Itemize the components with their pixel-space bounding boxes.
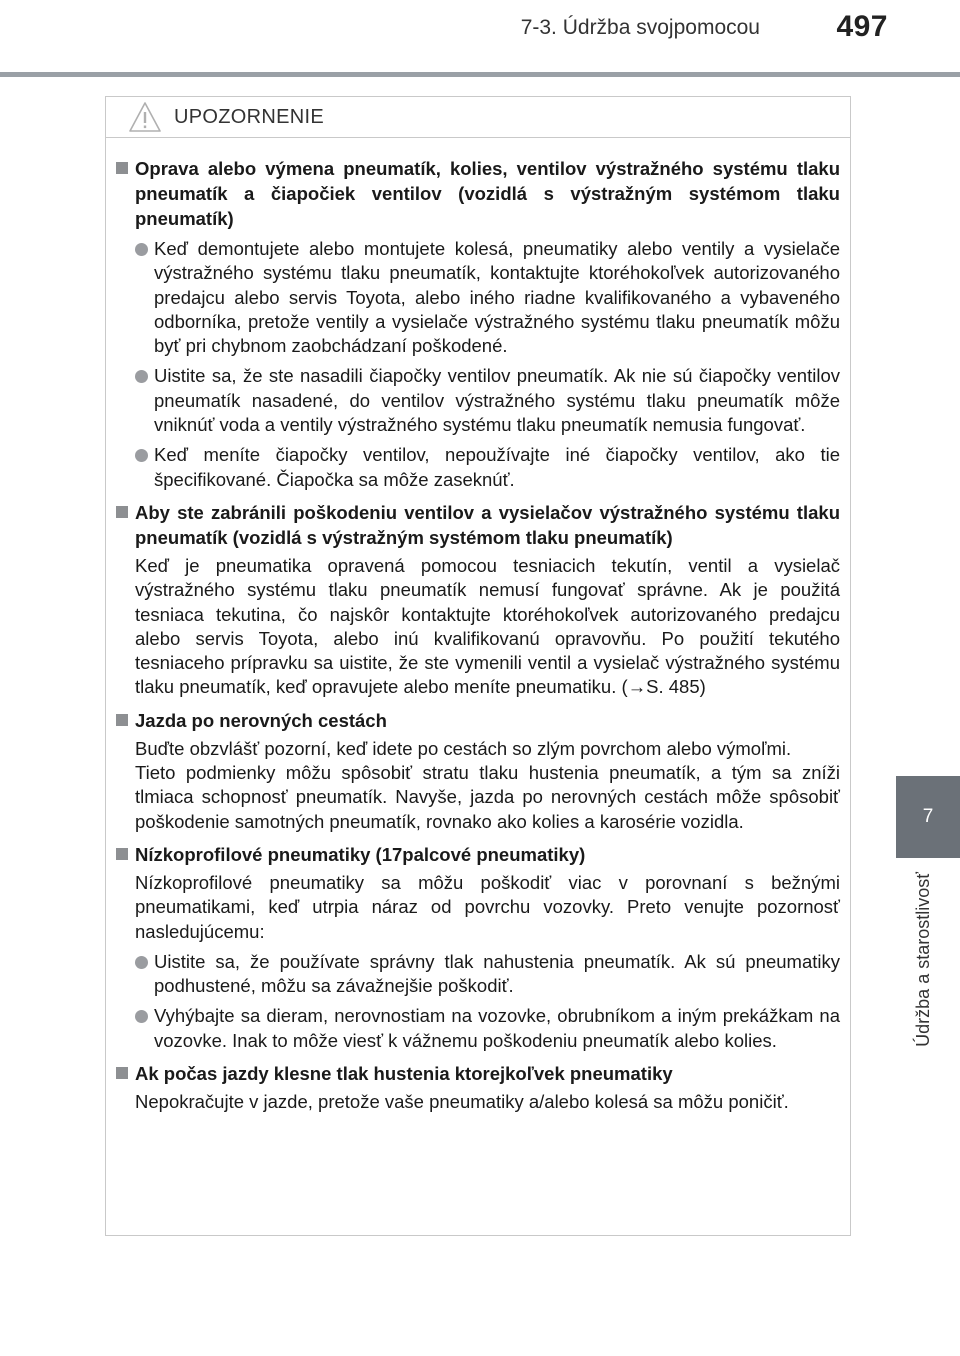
section-text: Buďte obzvlášť pozorní, keď idete po cestách so zlým povrchom alebo výmoľmi. Tieto podmienky môžu spôsobiť stratu tlaku hustenia pneumatík, a tým sa zníži tlmiaca schopnosť pneumatík. Navyše, jazda po nerovných cestách môže spôsobiť poškodenie samotných pneumatík, rovnako ako kolies a karosérie vozidla. (135, 737, 840, 832)
section-heading: Nízkoprofilové pneumatiky (17palcové pneumatiky) (114, 842, 840, 867)
square-bullet-icon (116, 714, 128, 726)
list-item: Uistite sa, že ste nasadili čiapočky ventilov pneumatík. Ak nie sú čiapočky ventilov pneumatík nasadené, do ventilov výstražného systému tlaku pneumatík môže vniknúť voda a ventily výstražného systému tlaku pneumatík nemusia fungovať. (135, 364, 840, 437)
section-heading: Ak počas jazdy klesne tlak hustenia ktorejkoľvek pneumatiky (114, 1061, 840, 1086)
round-bullet-icon (135, 956, 148, 969)
round-bullet-icon (135, 1010, 148, 1023)
round-bullet-icon (135, 370, 148, 383)
square-bullet-icon (116, 506, 128, 518)
square-bullet-icon (116, 162, 128, 174)
warning-content (106, 138, 850, 1114)
warning-box (105, 96, 851, 1236)
section-text: Nepokračujte v jazde, pretože vaše pneumatiky a/alebo kolesá sa môžu poničiť. (135, 1091, 789, 1113)
section-valve-protection (114, 500, 840, 700)
section-heading: Oprava alebo výmena pneumatík, kolies, ventilov výstražného systému tlaku pneumatík a čiapočiek ventilov (vozidlá s výstražným systémom tlaku pneumatík) (114, 156, 840, 231)
chapter-side-label (905, 872, 941, 1122)
section-tire-repair (114, 156, 840, 492)
list-item: Uistite sa, že používate správny tlak nahustenia pneumatík. Ak sú pneumatiky podhustené, môžu sa závažnejšie poškodiť. (135, 950, 840, 999)
list-item: Keď demontujete alebo montujete kolesá, pneumatiky alebo ventily a vysielače výstražného systému tlaku pneumatík, kontaktujte ktoréhokoľvek autorizovaného predajcu alebo servis Toyota, alebo iného riadne kvalifikovaného a vybaveného odborníka, pretože ventily a vysielače výstražného systému tlaku pneumatík môžu byť pri chybnom zaobchádzaní poškodené. (135, 237, 840, 358)
chapter-title: 7-3. Údržba svojpomocou (520, 16, 760, 39)
section-heading: Aby ste zabránili poškodeniu ventilov a vysielačov výstražného systému tlaku pneumatík (vozidlá s výstražným systémom tlaku pneumatík) (114, 500, 840, 550)
section-rough-roads (114, 708, 840, 834)
warning-title: UPOZORNENIE (174, 105, 324, 128)
round-bullet-icon (135, 243, 148, 256)
section-text: Nízkoprofilové pneumatiky sa môžu poškodiť viac v porovnaní s bežnými pneumatikami, keď utrpia náraz od povrchu vozovky. Preto venujte pozornosť nasledujúcemu: (135, 871, 840, 942)
header-rule (0, 72, 960, 77)
list-item: Vyhýbajte sa dieram, nerovnostiam na vozovke, obrubníkom a iným prekážkam na vozovke. Inak to môže viesť k vážnemu poškodeniu pneumatík alebo kolies. (135, 1004, 840, 1053)
chapter-tab[interactable] (896, 776, 960, 858)
list-item: Keď meníte čiapočky ventilov, nepoužívajte iné čiapočky ventilov, ako tie špecifikované. Čiapočka sa môže zaseknúť. (135, 443, 840, 492)
chapter-side-label-text: Údržba a starostlivosť (912, 872, 933, 1047)
square-bullet-icon (116, 1067, 128, 1079)
square-bullet-icon (116, 848, 128, 860)
section-low-profile-tires (114, 842, 840, 1053)
section-text: Keď je pneumatika opravená pomocou tesniacich tekutín, ventil a vysielač výstražného systému tlaku pneumatík nemusí fungovať správne. Ak je použitá tesniaca tekutina, čo najskôr kontaktujte ktoréhokoľvek autorizovaného predajcu alebo servis Toyota, alebo inú kvalifikovanú opravovňu. Po použití tekutého tesniaceho prípravku sa uistite, že ste vymenili ventil a vysielač výstražného systému tlaku pneumatík, keď opravujete alebo meníte pneumatiku. (→S. 485) (135, 554, 840, 698)
warning-triangle-icon (128, 101, 162, 133)
warning-header (106, 97, 850, 138)
section-heading: Jazda po nerovných cestách (114, 708, 840, 733)
section-pressure-drop (114, 1061, 840, 1114)
chapter-tab-number: 7 (922, 806, 934, 827)
round-bullet-icon (135, 449, 148, 462)
page-number: 497 (836, 10, 888, 43)
